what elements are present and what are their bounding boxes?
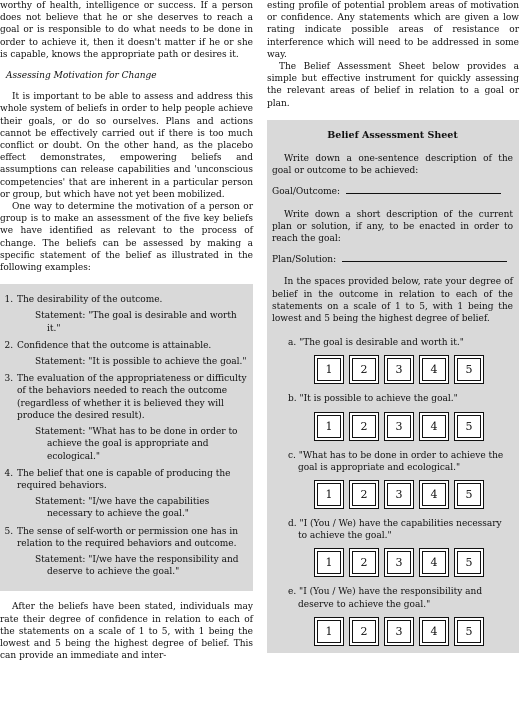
rating-item-b [272,393,513,437]
rating-item-c [272,450,513,506]
rating-box-4[interactable]: 4 [422,483,446,506]
rating-box-5[interactable]: 5 [457,620,481,643]
goal-field[interactable] [272,186,513,198]
rating-scale [317,483,513,506]
rating-item-label: a. "The goal is desirable and worth it." [288,338,464,349]
rating-item-label: e. "I (You / We) have the responsibility and deserve to achieve the goal." [288,587,483,610]
belief-item [16,468,247,521]
rating-box-4[interactable]: 4 [422,358,446,381]
rating-box-5[interactable]: 5 [457,415,481,438]
rating-box-5[interactable]: 5 [457,483,481,506]
rating-box-5[interactable]: 5 [457,551,481,574]
goal-label: Goal/Outcome: [272,187,341,198]
belief-statement: Statement: "It is possible to achieve the goal." [35,357,247,368]
body-paragraph-2: One way to determine the motivation of a person or group is to make an assessment of the five key beliefs we have identified as relevant to the process of change. The beliefs can be assessed by making a specific statement of the belief as illustrated in the following examples: [0,202,253,274]
left-column [0,0,253,662]
belief-statement: Statement: "What has to be done in order to achieve the goal is appropriate and ecological." [35,427,238,462]
rating-item-e [272,586,513,642]
rating-item-label: b. "It is possible to achieve the goal." [288,394,458,405]
belief-examples-box [0,284,253,591]
rating-box-3[interactable]: 3 [387,620,411,643]
rating-box-2[interactable]: 2 [352,483,376,506]
continued-paragraph: esting profile of potential problem areas of motivation or confidence. Any statements which are given a low rating indicate possible areas of resistance or interference which will need to be addressed in some way. [267,1,519,60]
plan-answer-line[interactable] [342,261,507,262]
rating-item-label: c. "What has to be done in order to achieve the goal is appropriate and ecological." [288,450,504,473]
belief-list [4,294,247,578]
belief-item-text: 5. The sense of self-worth or permission one has in relation to the required behaviors and outcome. [17,526,239,549]
sheet-intro-paragraph: The Belief Assessment Sheet below provides a simple but effective instrument for quickly assessing the relevant areas of belief in relation to a goal or plan. [267,62,519,109]
rating-box-3[interactable]: 3 [387,415,411,438]
rating-box-3[interactable]: 3 [387,551,411,574]
belief-item-text: 4. The belief that one is capable of producing the required behaviors. [17,468,231,491]
rating-instruction: In the spaces provided below, rate your degree of belief in the outcome in relation to each of the statements on a scale of 1 to 5, with 1 being the lowest and 5 being the highest degree of belief. [272,277,513,325]
belief-item-text: 3. The evaluation of the appropriateness or difficulty of the behaviors needed to reach the outcome (regardless of whether it is believed they will produce the desired result). [17,374,247,421]
rating-item-d [272,518,513,574]
rating-box-3[interactable]: 3 [387,358,411,381]
belief-assessment-sheet [267,120,519,653]
rating-scale [317,551,513,574]
sheet-title: Belief Assessment Sheet [327,129,458,141]
belief-item [16,526,247,579]
belief-item [16,294,247,335]
rating-scale [317,358,513,381]
intro-paragraph: worthy of health, intelligence or success. If a person does not believe that he or she deserves to reach a goal or is responsible to do what needs to be done in order to achieve it, then it doesn't matter if he or she is capable, knows the appropriate path or desires it. [0,1,253,60]
belief-item-text: 1. The desirability of the outcome. [17,295,163,306]
rating-box-1[interactable]: 1 [317,358,341,381]
goal-answer-line[interactable] [346,193,501,194]
plan-field[interactable] [272,254,513,266]
belief-statement: Statement: "I/we have the responsibility and deserve to achieve the goal." [35,554,239,578]
rating-item-a [272,337,513,381]
rating-box-1[interactable]: 1 [317,415,341,438]
belief-statement: Statement: "I/we have the capabilities necessary to achieve the goal." [35,497,210,520]
rating-box-5[interactable]: 5 [457,358,481,381]
rating-item-label: d. "I (You / We) have the capabilities necessary to achieve the goal." [288,519,502,542]
rating-box-4[interactable]: 4 [422,551,446,574]
rating-scale [317,620,513,643]
rating-box-1[interactable]: 1 [317,620,341,643]
rating-box-3[interactable]: 3 [387,483,411,506]
section-heading: Assessing Motivation for Change [6,71,157,82]
rating-box-2[interactable]: 2 [352,358,376,381]
rating-box-2[interactable]: 2 [352,551,376,574]
plan-label: Plan/Solution: [272,255,337,266]
belief-item [16,373,247,462]
rating-box-4[interactable]: 4 [422,415,446,438]
right-column [267,0,519,653]
belief-item-text: 2. Confidence that the outcome is attainable. [17,340,212,351]
rating-box-4[interactable]: 4 [422,620,446,643]
rating-box-2[interactable]: 2 [352,620,376,643]
goal-instruction: Write down a one-sentence description of the goal or outcome to be achieved: [272,154,513,177]
rating-scale [317,415,513,438]
plan-instruction: Write down a short description of the current plan or solution, if any, to be enacted in order to reach the goal: [272,209,513,245]
belief-item [16,340,247,368]
belief-statement: Statement: "The goal is desirable and worth it." [35,311,237,334]
rating-box-1[interactable]: 1 [317,483,341,506]
body-paragraph-1: It is important to be able to assess and address this whole system of beliefs in order to help people achieve their goals, or do so ourselves. Plans and actions cannot be effectively carried out if there is too much conflict or doubt. On the other hand, as the placebo effect demonstrates, empowering beliefs and assumptions can release capabilities and 'unconscious competencies' that are inherent in a particular person or group, but which have not yet been mobilized. [0,92,253,200]
rating-box-1[interactable]: 1 [317,551,341,574]
body-paragraph-3: After the beliefs have been stated, individuals may rate their degree of confidence in relation to each of the statements on a scale of 1 to 5, with 1 being the lowest and 5 being the highest degree of belief. This can provide an immediate and inter- [0,602,253,662]
rating-box-2[interactable]: 2 [352,415,376,438]
